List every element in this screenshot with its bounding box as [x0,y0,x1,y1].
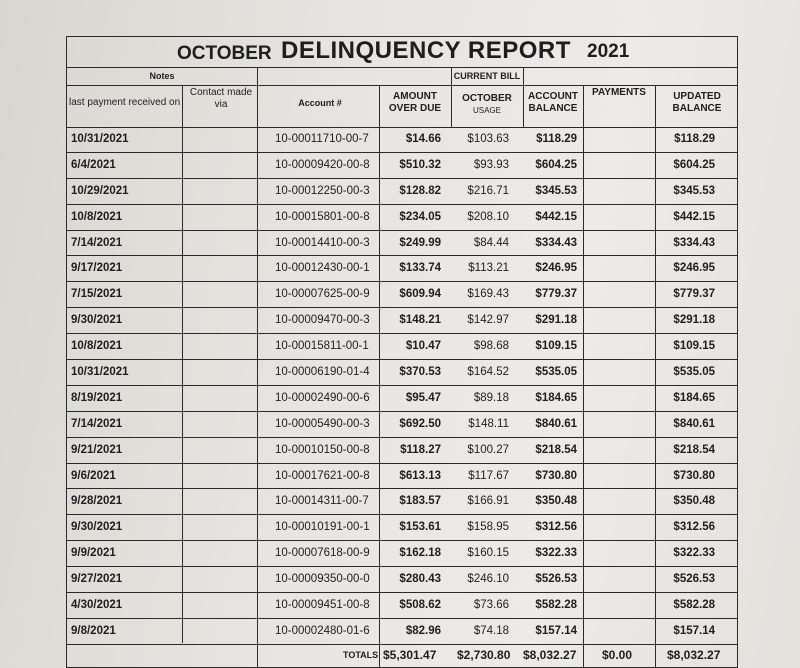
last-payment-date: 9/27/2021 [71,573,123,586]
october-usage: $98.68 [473,340,509,353]
updated-balance: $442.15 [673,210,715,223]
table-row [67,153,737,179]
amount-over-due: $692.50 [399,417,441,430]
account-balance: $350.48 [535,495,577,508]
account-balance: $291.18 [535,314,577,327]
account-balance: $184.65 [535,391,577,404]
amount-over-due: $508.62 [399,599,441,612]
totals-row [67,643,737,667]
account-balance: $582.28 [535,599,577,612]
table-row [67,489,737,515]
account-balance: $840.61 [535,417,577,430]
updated-balance: $291.18 [673,314,715,327]
amount-over-due: $128.82 [399,184,441,197]
amount-over-due: $14.66 [405,133,441,145]
last-payment-date: 9/28/2021 [71,495,123,508]
table-row [67,541,737,567]
account-balance: $526.53 [535,573,577,586]
column-divider [451,67,452,127]
amount-over-due: $249.99 [399,236,441,249]
total-updated-balance: $8,032.27 [667,648,721,662]
table-row [67,386,737,412]
amount-over-due: $370.53 [399,366,441,379]
account-number: 10-00005490-00-3 [275,417,370,430]
total-usage: $2,730.80 [457,648,511,662]
amount-over-due: $234.05 [399,210,441,223]
account-number: 10-00007625-00-9 [275,288,370,301]
last-payment-date: 7/15/2021 [71,288,123,301]
account-number: 10-00009420-00-8 [275,158,370,171]
last-payment-date: 10/29/2021 [71,184,129,197]
last-payment-date: 10/8/2021 [71,210,123,223]
account-number: 10-00017621-00-8 [275,469,370,482]
october-usage: $164.52 [467,366,509,379]
amount-over-due: $613.13 [399,469,441,482]
updated-balance: $218.54 [673,443,715,456]
amount-over-due: $510.32 [399,158,441,171]
amount-over-due: $609.94 [399,288,441,301]
account-balance: $442.15 [535,210,577,223]
amount-over-due: $10.47 [405,340,441,353]
updated-balance: $109.15 [673,340,715,353]
total-over-due: $5,301.47 [383,648,437,662]
column-divider [523,67,524,127]
last-payment-date: 9/6/2021 [71,469,116,482]
updated-balance: $604.25 [673,158,715,171]
last-payment-date: 9/30/2021 [71,521,123,534]
october-usage: $208.10 [467,210,509,223]
last-payment-date: 8/19/2021 [71,391,123,404]
account-balance: $312.56 [535,521,577,534]
amount-over-due: $183.57 [399,495,441,508]
last-payment-date: 4/30/2021 [71,599,123,612]
total-balance: $8,032.27 [523,648,577,662]
account-balance: $604.25 [535,158,577,171]
updated-balance-header: UPDATED BALANCE [672,91,722,114]
account-balance: $218.54 [535,443,577,456]
updated-balance: $312.56 [673,521,715,534]
report-month: OCTOBER [177,43,272,64]
october-usage: $103.63 [467,133,509,145]
october-usage: $148.11 [468,417,509,430]
table-row [67,179,737,205]
account-balance: $535.05 [535,366,577,379]
october-usage: $113.21 [468,262,509,275]
table-row [67,515,737,541]
updated-balance: $526.53 [673,573,715,586]
updated-balance: $730.80 [673,469,715,482]
amount-over-due: $82.96 [405,624,441,637]
table-row [67,334,737,360]
last-payment-date: 10/31/2021 [71,366,129,379]
totals-label: TOTALS [343,650,379,660]
account-number: 10-00007618-00-9 [275,547,370,560]
account-balance: $334.43 [535,236,577,249]
updated-balance: $840.61 [673,417,715,430]
last-payment-date: 9/8/2021 [71,624,116,637]
updated-balance: $246.95 [673,262,715,275]
october-usage: $100.27 [467,443,509,456]
amount-over-due: $95.47 [405,391,441,404]
october-label: OCTOBER [462,93,512,104]
contact-header: Contact made via [189,87,253,110]
updated-balance: $118.29 [674,133,715,145]
last-payment-date: 9/21/2021 [71,443,123,456]
account-balance: $730.80 [535,469,577,482]
account-number: 10-00010191-00-1 [275,521,370,534]
updated-balance: $350.48 [673,495,715,508]
updated-balance: $157.14 [673,624,715,637]
amount-over-due: $162.18 [399,547,441,560]
last-payment-date: 7/14/2021 [71,236,123,249]
table-row [67,256,737,282]
account-balance-header: ACCOUNT BALANCE [528,91,578,114]
report-title-row [67,37,737,68]
amount-over-due: $153.61 [399,521,441,534]
account-balance: $157.14 [535,624,577,637]
current-bill-header: CURRENT BILL [453,71,521,81]
account-balance: $246.95 [535,262,577,275]
account-number: 10-00012250-00-3 [275,184,370,197]
account-balance: $779.37 [535,288,577,301]
account-number: 10-00002490-00-6 [275,391,370,404]
column-header-row [67,85,737,128]
updated-balance: $582.28 [673,599,715,612]
amount-over-due: $280.43 [399,573,441,586]
account-rows [67,127,737,645]
october-usage: $89.18 [473,391,509,404]
account-number: 10-00011710-00-7 [275,133,369,145]
amount-over-due: $133.74 [399,262,441,275]
delinquency-report-sheet [66,36,738,668]
amount-over-due: $118.27 [400,443,441,456]
account-number: 10-00015811-00-1 [275,340,369,353]
report-title: DELINQUENCY REPORT [281,37,571,64]
account-balance: $322.33 [535,547,577,560]
table-row [67,282,737,308]
updated-balance: $322.33 [673,547,715,560]
last-payment-date: 7/14/2021 [71,417,123,430]
amount-over-due-header: AMOUNT OVER DUE [388,91,442,114]
table-row [67,412,737,438]
amount-over-due: $148.21 [399,314,441,327]
october-usage: $74.18 [473,624,509,637]
account-number: 10-00002480-01-6 [275,624,370,637]
october-usage: $166.91 [467,495,509,508]
last-payment-date: 10/31/2021 [71,133,129,145]
last-payment-date: 6/4/2021 [71,158,116,171]
updated-balance: $334.43 [673,236,715,249]
usage-label: USAGE [472,106,501,115]
october-usage: $169.43 [467,288,509,301]
table-row [67,464,737,490]
account-balance: $118.29 [536,133,577,145]
october-usage: $158.95 [467,521,509,534]
table-row [67,567,737,593]
october-header [451,85,523,127]
table-row [67,593,737,619]
table-row [67,231,737,257]
table-row [67,308,737,334]
table-row [67,360,737,386]
october-usage: $160.15 [467,547,509,560]
notes-header: Notes [149,71,175,81]
last-payment-date: 9/30/2021 [71,314,123,327]
updated-balance: $779.37 [673,288,715,301]
october-usage: $117.67 [468,469,509,482]
account-number: 10-00015801-00-8 [275,210,370,223]
account-number: 10-00014410-00-3 [275,236,370,249]
october-usage: $84.44 [473,236,509,249]
account-number: 10-00009350-00-0 [275,573,370,586]
account-balance: $109.15 [535,340,577,353]
last-payment-date: 9/17/2021 [71,262,123,275]
account-number: 10-00014311-00-7 [275,495,369,508]
october-usage: $93.93 [473,158,509,171]
october-usage: $246.10 [467,573,509,586]
payments-header: PAYMENTS [592,87,646,98]
updated-balance: $184.65 [673,391,715,404]
table-row [67,127,737,153]
total-payments: $0.00 [602,648,633,662]
last-payment-header: last payment received on [69,97,181,108]
account-number: 10-00009451-00-8 [275,599,370,612]
october-usage: $142.97 [467,314,509,327]
account-number: 10-00006190-01-4 [275,366,370,379]
account-number: 10-00009470-00-3 [275,314,370,327]
last-payment-date: 9/9/2021 [71,547,116,560]
updated-balance: $345.53 [673,184,715,197]
october-usage: $216.71 [467,184,509,197]
account-number: 10-00010150-00-8 [275,443,370,456]
table-row [67,619,737,645]
table-row [67,205,737,231]
table-row [67,438,737,464]
report-year: 2021 [587,41,630,62]
updated-balance: $535.05 [673,366,715,379]
account-header: Account # [298,98,342,108]
october-usage: $73.66 [473,599,509,612]
account-balance: $345.53 [535,184,577,197]
last-payment-date: 10/8/2021 [71,340,123,353]
header-group-row [67,67,737,86]
account-number: 10-00012430-00-1 [275,262,370,275]
